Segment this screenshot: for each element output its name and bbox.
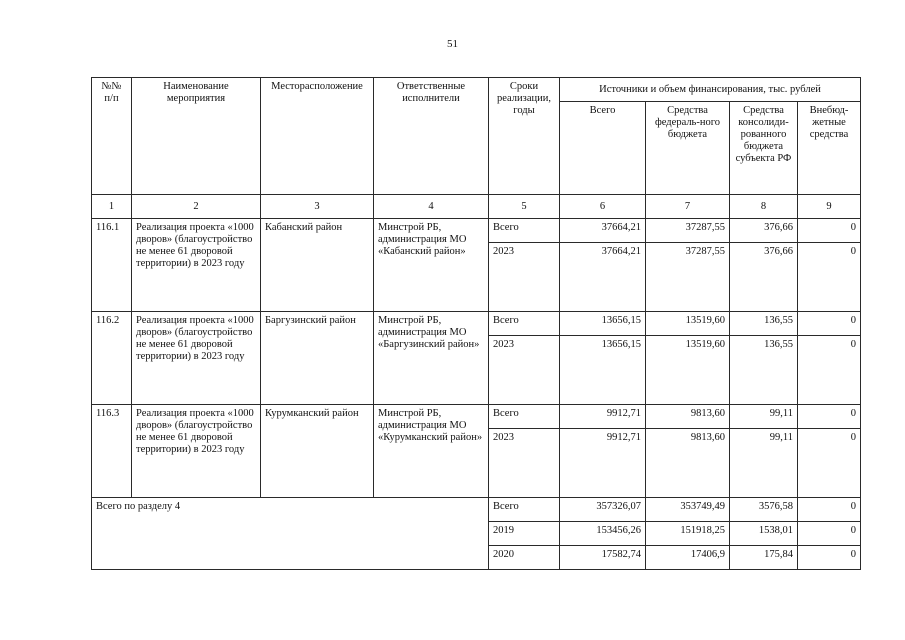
project-id: 116.2 xyxy=(92,312,132,405)
offbudget-cell: 0 xyxy=(798,429,861,498)
total-cell: 9912,71 xyxy=(560,429,646,498)
table-row xyxy=(92,405,861,429)
federal-cell: 151918,25 xyxy=(646,522,730,546)
project-name: Реализация проекта «1000 дворов» (благоустройство не менее 61 дворовой территории) в 2023 году xyxy=(132,312,261,405)
project-location: Курумканский район xyxy=(261,405,374,498)
header-period: Сроки реализации, годы xyxy=(489,78,560,195)
federal-cell: 17406,9 xyxy=(646,546,730,570)
total-cell: 153456,26 xyxy=(560,522,646,546)
financing-table xyxy=(91,77,861,570)
offbudget-cell: 0 xyxy=(798,522,861,546)
header-num: №№ п/п xyxy=(92,78,132,195)
offbudget-cell: 0 xyxy=(798,243,861,312)
project-executor: Минстрой РБ, администрация МО «Кабанский район» xyxy=(374,219,489,312)
federal-cell: 9813,60 xyxy=(646,405,730,429)
header-location: Месторасположение xyxy=(261,78,374,195)
column-number: 8 xyxy=(730,195,798,219)
regional-cell: 175,84 xyxy=(730,546,798,570)
total-cell: 13656,15 xyxy=(560,336,646,405)
regional-cell: 376,66 xyxy=(730,243,798,312)
column-number: 3 xyxy=(261,195,374,219)
table-row xyxy=(92,219,861,243)
regional-cell: 136,55 xyxy=(730,336,798,405)
project-executor: Минстрой РБ, администрация МО «Курумканский район» xyxy=(374,405,489,498)
federal-cell: 37287,55 xyxy=(646,219,730,243)
regional-cell: 1538,01 xyxy=(730,522,798,546)
column-number: 1 xyxy=(92,195,132,219)
offbudget-cell: 0 xyxy=(798,336,861,405)
period-cell: 2023 xyxy=(489,336,560,405)
page-number: 51 xyxy=(447,38,458,50)
project-name: Реализация проекта «1000 дворов» (благоустройство не менее 61 дворовой территории) в 2023 году xyxy=(132,405,261,498)
project-location: Баргузинский район xyxy=(261,312,374,405)
offbudget-cell: 0 xyxy=(798,546,861,570)
regional-cell: 376,66 xyxy=(730,219,798,243)
header-total: Всего xyxy=(560,102,646,195)
header-federal: Средства федераль-ного бюджета xyxy=(646,102,730,195)
regional-cell: 136,55 xyxy=(730,312,798,336)
federal-cell: 9813,60 xyxy=(646,429,730,498)
period-cell: Всего xyxy=(489,498,560,522)
period-cell: 2023 xyxy=(489,243,560,312)
total-cell: 37664,21 xyxy=(560,219,646,243)
column-number: 2 xyxy=(132,195,261,219)
column-number: 4 xyxy=(374,195,489,219)
column-number: 9 xyxy=(798,195,861,219)
table-row xyxy=(92,312,861,336)
header-name: Наименование мероприятия xyxy=(132,78,261,195)
total-cell: 357326,07 xyxy=(560,498,646,522)
column-number: 5 xyxy=(489,195,560,219)
project-id: 116.1 xyxy=(92,219,132,312)
offbudget-cell: 0 xyxy=(798,312,861,336)
header-offbudget: Внебюд-жетные средства xyxy=(798,102,861,195)
project-name: Реализация проекта «1000 дворов» (благоустройство не менее 61 дворовой территории) в 2023 году xyxy=(132,219,261,312)
regional-cell: 99,11 xyxy=(730,429,798,498)
project-location: Кабанский район xyxy=(261,219,374,312)
column-number: 7 xyxy=(646,195,730,219)
header-row-1 xyxy=(92,78,861,102)
offbudget-cell: 0 xyxy=(798,405,861,429)
federal-cell: 37287,55 xyxy=(646,243,730,312)
total-cell: 17582,74 xyxy=(560,546,646,570)
total-cell: 9912,71 xyxy=(560,405,646,429)
column-number: 6 xyxy=(560,195,646,219)
period-cell: Всего xyxy=(489,312,560,336)
offbudget-cell: 0 xyxy=(798,219,861,243)
period-cell: 2023 xyxy=(489,429,560,498)
federal-cell: 13519,60 xyxy=(646,336,730,405)
project-id: 116.3 xyxy=(92,405,132,498)
federal-cell: 13519,60 xyxy=(646,312,730,336)
period-cell: Всего xyxy=(489,405,560,429)
regional-cell: 3576,58 xyxy=(730,498,798,522)
regional-cell: 99,11 xyxy=(730,405,798,429)
section-total-row xyxy=(92,498,861,522)
column-numbers-row xyxy=(92,195,861,219)
offbudget-cell: 0 xyxy=(798,498,861,522)
period-cell: 2020 xyxy=(489,546,560,570)
header-regional: Средства консолиди-рованного бюджета субъекта РФ xyxy=(730,102,798,195)
header-financing: Источники и объем финансирования, тыс. рублей xyxy=(560,78,861,102)
header-executors: Ответственные исполнители xyxy=(374,78,489,195)
section-total-label: Всего по разделу 4 xyxy=(92,498,489,570)
period-cell: Всего xyxy=(489,219,560,243)
total-cell: 13656,15 xyxy=(560,312,646,336)
total-cell: 37664,21 xyxy=(560,243,646,312)
period-cell: 2019 xyxy=(489,522,560,546)
project-executor: Минстрой РБ, администрация МО «Баргузинский район» xyxy=(374,312,489,405)
federal-cell: 353749,49 xyxy=(646,498,730,522)
